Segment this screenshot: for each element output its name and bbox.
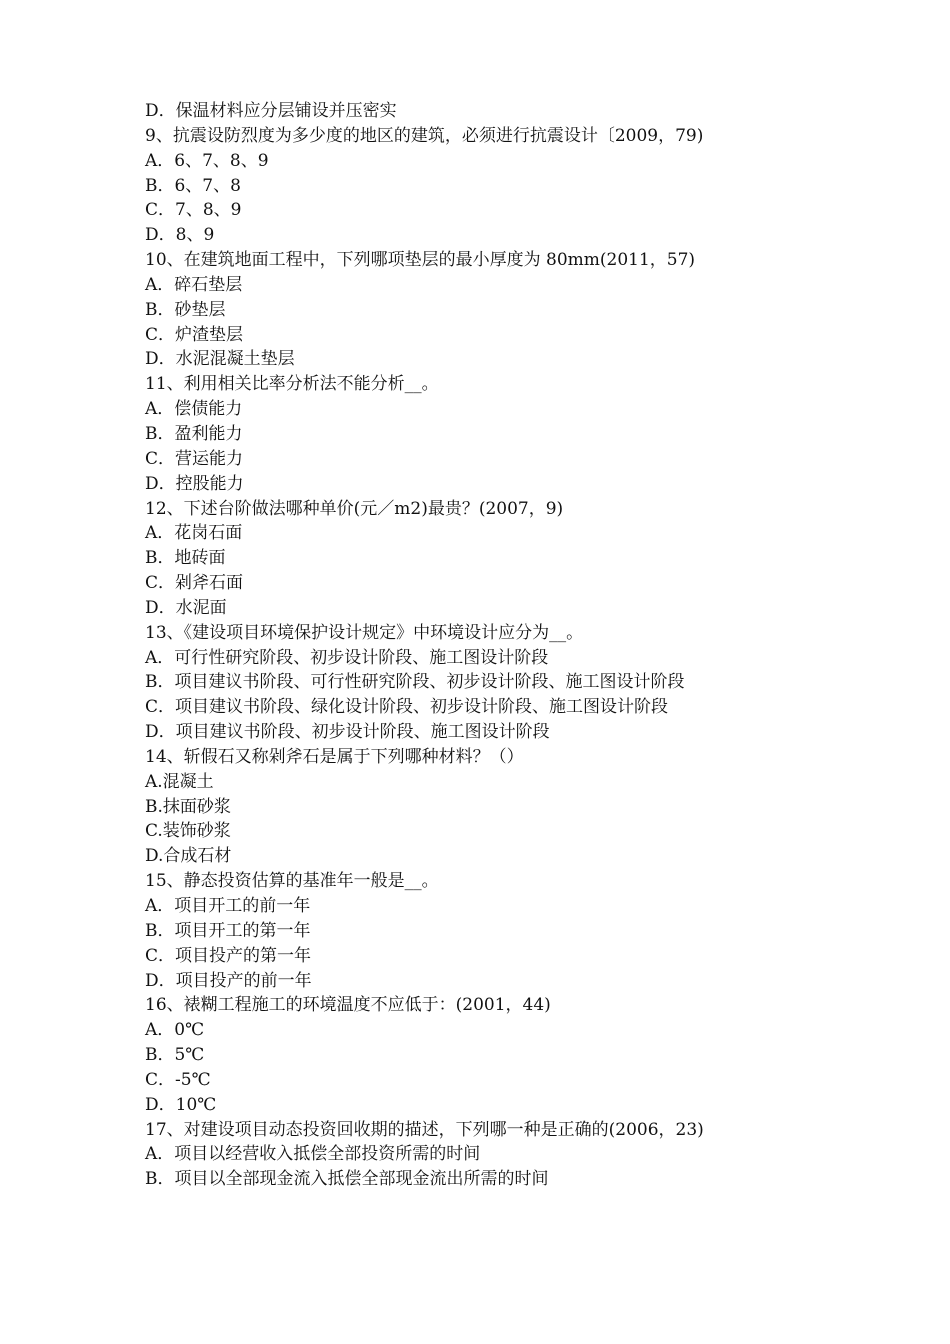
option-line: B．5℃ [145, 1045, 205, 1066]
option-line: C．-5℃ [145, 1069, 211, 1090]
option-line: A．花岗石面 [145, 523, 243, 544]
question-line: 10、在建筑地面工程中，下列哪项垫层的最小厚度为 80mm(2011，57) [145, 250, 696, 271]
option-line: B．盈利能力 [145, 423, 243, 444]
question-line: 17、对建设项目动态投资回收期的描述，下列哪一种是正确的(2006，23) [145, 1119, 704, 1140]
option-line: A．项目开工的前一年 [145, 896, 311, 916]
option-line: D．水泥混凝土垫层 [145, 349, 295, 370]
option-line: A．碎石垫层 [145, 274, 243, 295]
option-line: B．地砖面 [145, 548, 226, 569]
option-line: B．项目开工的第一年 [145, 920, 311, 941]
option-line: D．控股能力 [145, 473, 244, 494]
option-line: D．8、9 [145, 225, 215, 246]
option-line: C．7、8、9 [145, 200, 242, 221]
option-line: A．项目以经营收入抵偿全部投资所需的时间 [145, 1144, 481, 1165]
option-line: A．偿债能力 [145, 399, 243, 420]
option-line: A．可行性研究阶段、初步设计阶段、施工图设计阶段 [145, 647, 549, 668]
option-line: C．剁斧石面 [145, 573, 244, 594]
option-line: B．项目建议书阶段、可行性研究阶段、初步设计阶段、施工图设计阶段 [145, 672, 685, 693]
question-line: 16、裱糊工程施工的环境温度不应低于：(2001，44) [145, 995, 551, 1016]
question-line: 12、下述台阶做法哪种单价(元／m2)最贵？(2007，9) [145, 498, 564, 519]
question-text-body [145, 99, 845, 1192]
option-line: C．炉渣垫层 [145, 324, 244, 345]
option-line: A.混凝土 [145, 771, 214, 792]
question-line: 14、斩假石又称剁斧石是属于下列哪种材料？（） [145, 746, 524, 767]
option-line: D．10℃ [145, 1094, 217, 1115]
option-line: D.合成石材 [145, 846, 232, 867]
option-line: D．水泥面 [145, 597, 227, 618]
option-line: B．项目以全部现金流入抵偿全部现金流出所需的时间 [145, 1169, 549, 1190]
option-line: A．6、7、8、9 [145, 150, 269, 171]
question-line: 15、静态投资估算的基准年一般是__。 [145, 871, 439, 892]
option-line: B.抹面砂浆 [145, 796, 231, 817]
option-line: B．砂垫层 [145, 299, 226, 320]
option-line: C．营运能力 [145, 448, 244, 469]
option-line: A．0℃ [145, 1020, 205, 1041]
question-line: 9、抗震设防烈度为多少度的地区的建筑，必须进行抗震设计〔2009，79) [145, 125, 704, 146]
option-line: C．项目投产的第一年 [145, 945, 312, 966]
question-line: 11、利用相关比率分析法不能分析__。 [145, 374, 439, 395]
option-line: C.装饰砂浆 [145, 821, 231, 842]
option-line: D．项目投产的前一年 [145, 970, 312, 991]
option-line: C．项目建议书阶段、绿化设计阶段、初步设计阶段、施工图设计阶段 [145, 697, 669, 718]
option-line: D．保温材料应分层铺设并压密实 [145, 101, 397, 121]
option-line: D．项目建议书阶段、初步设计阶段、施工图设计阶段 [145, 722, 550, 743]
question-line: 13、《建设项目环境保护设计规定》中环境设计应分为__。 [145, 622, 584, 643]
option-line: B．6、7、8 [145, 175, 241, 196]
